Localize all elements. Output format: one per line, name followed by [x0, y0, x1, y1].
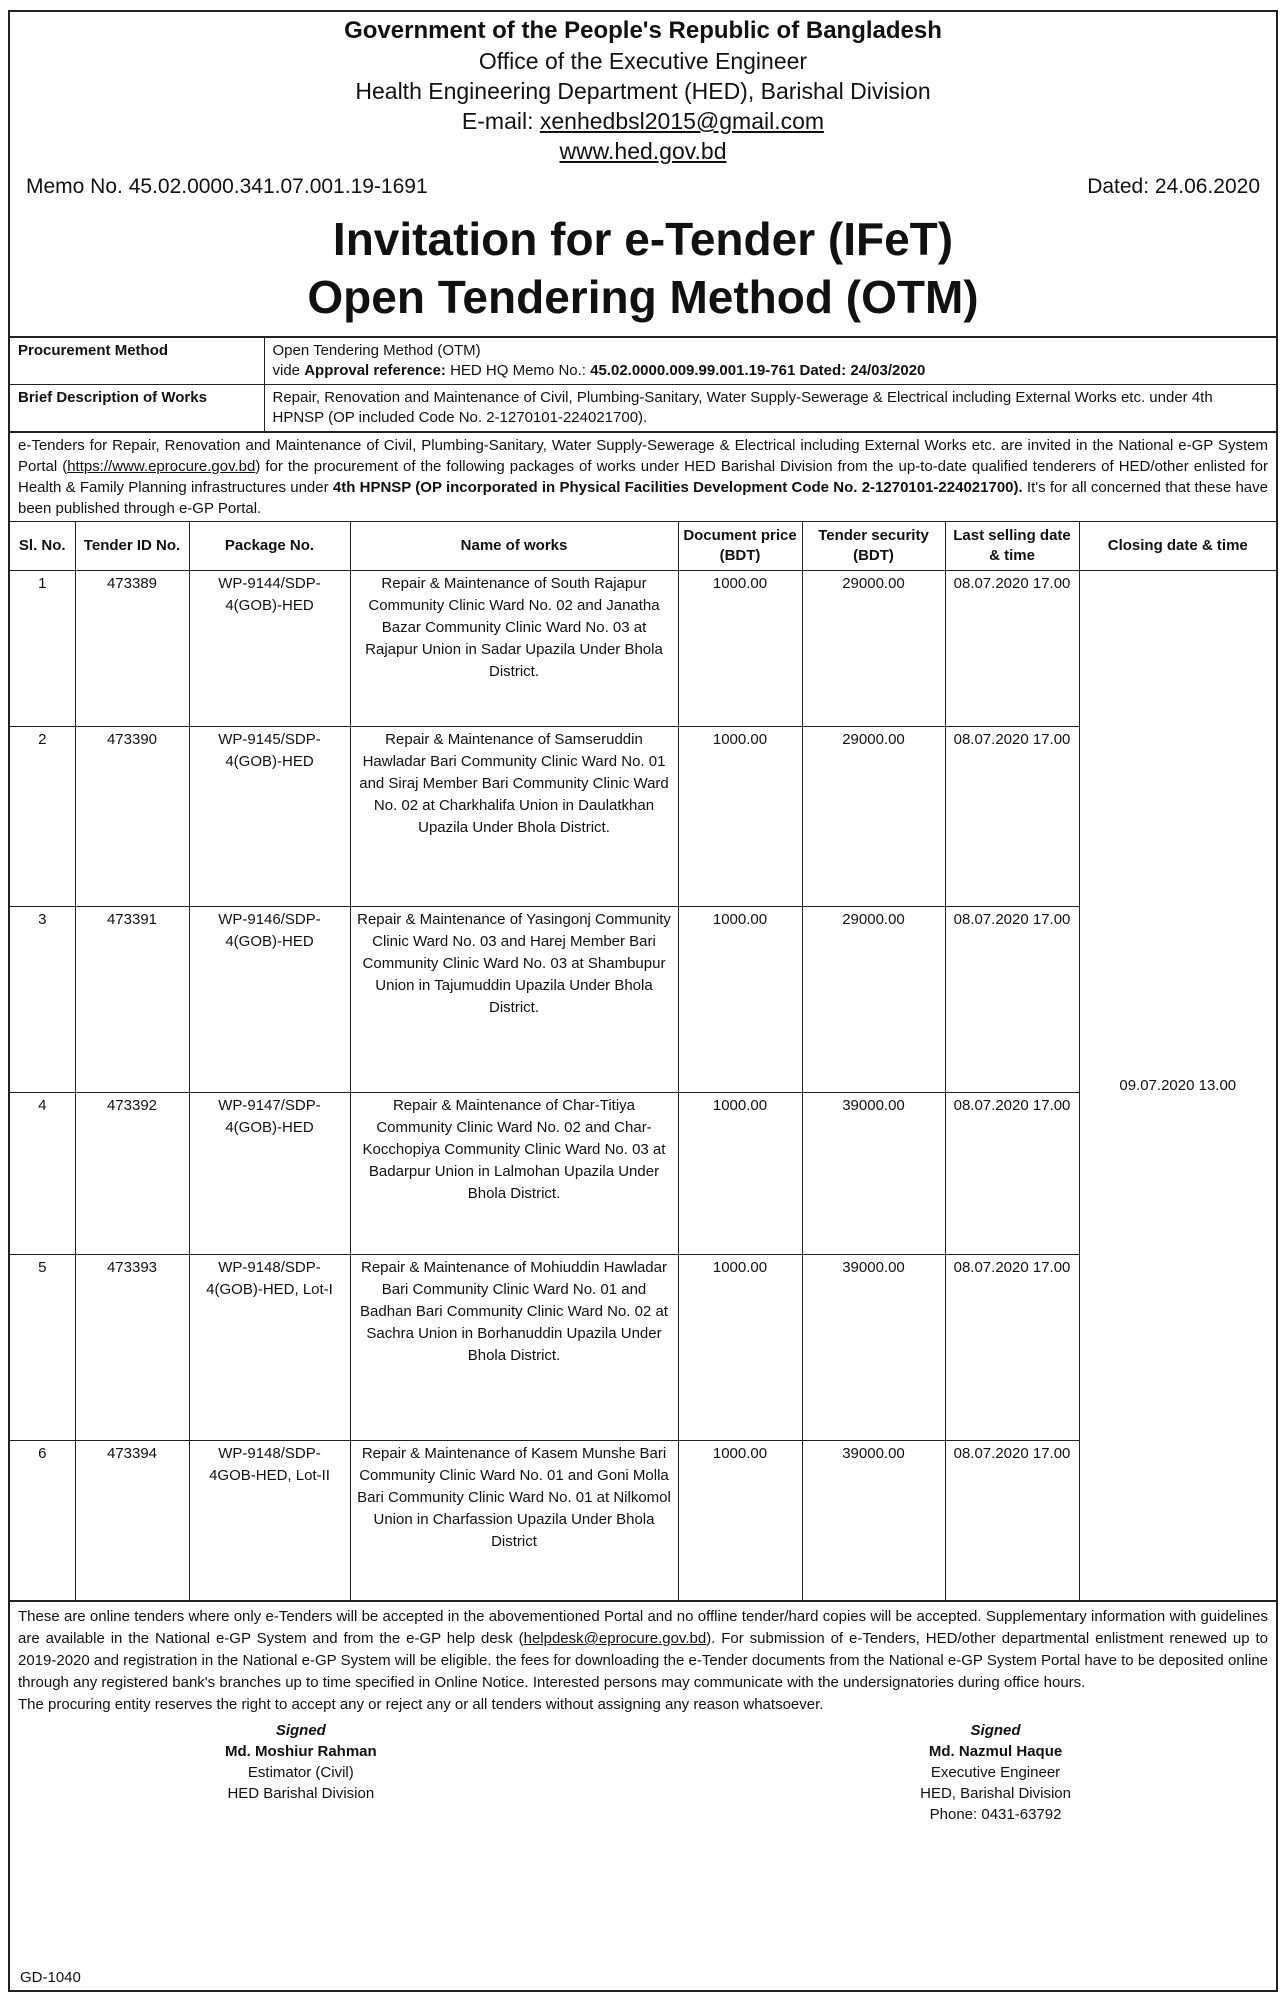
signatory-office-left: HED Barishal Division — [227, 1785, 375, 1802]
approval-reference — [273, 361, 1269, 381]
header-tender-id: Tender ID No. — [75, 522, 189, 571]
terms-paragraph — [10, 1601, 1276, 1716]
title-line-1: Invitation for e-Tender (IFeT) — [332, 213, 954, 265]
cell-last-selling: 08.07.2020 17.00 — [945, 727, 1079, 907]
signatory-office-right: HED, Barishal Division — [920, 1785, 1071, 1802]
signatory-phone-right: Phone: 0431-63792 — [929, 1806, 1062, 1823]
cell-tender-id: 473392 — [75, 1093, 189, 1255]
signatory-title-right: Executive Engineer — [930, 1764, 1061, 1781]
cell-document-price: 1000.00 — [678, 907, 802, 1093]
signature-row — [10, 1716, 1276, 1825]
intro-text-1: e-Tenders for Repair, Renovation and Maintenance of Civil, Plumbing-Sanitary, Water Supply-Sewerage & Electrical including External Works etc. are invited in the National e-GP System Portal ( — [18, 437, 1268, 475]
cell-sl: 2 — [10, 727, 75, 907]
cell-name-of-works: Repair & Maintenance of Mohiuddin Hawladar Bari Community Clinic Ward No. 01 and Badhan Bari Community Clinic Ward No. 02 at Sachra Union in Borhanuddin Upazila Under Bhola District. — [350, 1255, 678, 1441]
cell-last-selling: 08.07.2020 17.00 — [945, 571, 1079, 727]
cell-name-of-works: Repair & Maintenance of Yasingonj Community Clinic Ward No. 03 and Harej Member Bari Community Clinic Ward No. 03 at Shambupur Union in Tajumuddin Upazila Under Bhola District. — [350, 907, 678, 1093]
header-sl: Sl. No. — [10, 522, 75, 571]
gd-number: GD-1040 — [20, 1969, 81, 1986]
cell-last-selling: 08.07.2020 17.00 — [945, 1255, 1079, 1441]
letterhead — [10, 12, 1276, 166]
cell-last-selling: 08.07.2020 17.00 — [945, 1093, 1079, 1255]
cell-document-price: 1000.00 — [678, 727, 802, 907]
helpdesk-email-link[interactable]: helpdesk@eprocure.gov.bd — [523, 1630, 707, 1647]
vide-text: vide — [272, 362, 301, 379]
cell-package: WP-9148/SDP-4GOB-HED, Lot-II — [189, 1441, 350, 1601]
website-link[interactable]: www.hed.gov.bd — [559, 138, 727, 164]
cell-document-price: 1000.00 — [678, 1441, 802, 1601]
cell-tender-security: 29000.00 — [802, 727, 945, 907]
cell-tender-security: 39000.00 — [802, 1093, 945, 1255]
header-package: Package No. — [189, 522, 350, 571]
cell-tender-id: 473390 — [75, 727, 189, 907]
cell-document-price: 1000.00 — [678, 571, 802, 727]
signature-left — [225, 1720, 377, 1825]
header-name-of-works: Name of works — [350, 522, 678, 571]
header-closing: Closing date & time — [1079, 522, 1276, 571]
website-line — [10, 136, 1276, 166]
cell-name-of-works: Repair & Maintenance of Samseruddin Hawladar Bari Community Clinic Ward No. 01 and Siraj Member Bari Community Clinic Ward No. 02 at Charkhalifa Union in Daulatkhan Upazila Under Bhola District. — [350, 727, 678, 907]
cell-tender-id: 473389 — [75, 571, 189, 727]
department-name: Health Engineering Department (HED), Barishal Division — [355, 78, 931, 104]
info-table — [10, 336, 1276, 432]
cell-name-of-works: Repair & Maintenance of Char-Titiya Community Clinic Ward No. 02 and Char-Kocchopiya Community Clinic Ward No. 03 at Badarpur Union in Lalmohan Upazila Under Bhola District. — [350, 1093, 678, 1255]
cell-tender-id: 473393 — [75, 1255, 189, 1441]
cell-package: WP-9148/SDP-4(GOB)-HED, Lot-I — [189, 1255, 350, 1441]
cell-sl: 3 — [10, 907, 75, 1093]
cell-tender-security: 29000.00 — [802, 571, 945, 727]
cell-package: WP-9145/SDP-4(GOB)-HED — [189, 727, 350, 907]
signature-right — [920, 1720, 1071, 1825]
cell-package: WP-9144/SDP-4(GOB)-HED — [189, 571, 350, 727]
cell-sl: 5 — [10, 1255, 75, 1441]
memo-row — [10, 166, 1276, 200]
cell-tender-id: 473394 — [75, 1441, 189, 1601]
table-row — [10, 571, 1276, 727]
procurement-method-name: Open Tendering Method (OTM) — [272, 342, 481, 359]
cell-tender-security: 29000.00 — [802, 907, 945, 1093]
office-name: Office of the Executive Engineer — [478, 48, 808, 74]
cell-name-of-works: Repair & Maintenance of South Rajapur Community Clinic Ward No. 02 and Janatha Bazar Community Clinic Ward No. 03 at Rajapur Union in Sadar Upazila Under Bhola District. — [350, 571, 678, 727]
memo-number: Memo No. 45.02.0000.341.07.001.19-1691 — [26, 175, 428, 198]
cell-name-of-works: Repair & Maintenance of Kasem Munshe Bari Community Clinic Ward No. 01 and Goni Molla Bari Community Clinic Ward No. 01 at Nilkomol Union in Charfassion Upazila Under Bhola District — [350, 1441, 678, 1601]
email-link[interactable]: xenhedbsl2015@gmail.com — [539, 108, 825, 134]
notice-frame — [8, 10, 1278, 1992]
cell-last-selling: 08.07.2020 17.00 — [945, 1441, 1079, 1601]
brief-description-row — [10, 385, 1276, 432]
hq-memo-label: HED HQ Memo No.: — [450, 362, 586, 379]
reserve-rights-text: The procuring entity reserves the right to accept any or reject any or all tenders without assigning any reason whatsoever. — [18, 1696, 824, 1713]
cell-tender-id: 473391 — [75, 907, 189, 1093]
hq-memo-number: 45.02.0000.009.99.001.19-761 Dated: 24/03/2020 — [590, 362, 926, 379]
header-document-price: Document price (BDT) — [678, 522, 802, 571]
tender-table-header — [10, 522, 1276, 571]
eprocure-link[interactable]: https://www.eprocure.gov.bd — [67, 458, 256, 475]
approval-label: Approval reference: — [304, 362, 446, 379]
cell-sl: 1 — [10, 571, 75, 727]
cell-document-price: 1000.00 — [678, 1255, 802, 1441]
signed-label-left: Signed — [275, 1722, 326, 1739]
procurement-method-row — [10, 337, 1276, 385]
memo-date: Dated: 24.06.2020 — [1087, 175, 1260, 198]
signatory-title-left: Estimator (Civil) — [247, 1764, 354, 1781]
terms-text-1: These are online tenders where only e-Tenders will be accepted in the abovementioned Portal and no offline tender/hard copies will be accepted. Supplementary information with guidelines are available in the National e-GP System and from the e-GP help desk ( — [18, 1608, 1268, 1647]
cell-tender-security: 39000.00 — [802, 1255, 945, 1441]
intro-paragraph — [10, 432, 1276, 521]
cell-sl: 4 — [10, 1093, 75, 1255]
terms-text-2: ). For submission of e-Tenders, HED/other departmental enlistment renewed up to 2019-2020 and registration in the National e-GP System will be eligible. the fees for downloading the e-Tender documents from the National e-GP System Portal have to be deposited online through any registered bank's branches up to time specified in Online Notice. Interested persons may communicate with the undersignatories during office hours. — [18, 1630, 1268, 1691]
brief-description-label: Brief Description of Works — [10, 385, 264, 432]
header-last-selling: Last selling date & time — [945, 522, 1079, 571]
cell-last-selling: 08.07.2020 17.00 — [945, 907, 1079, 1093]
email-line — [10, 106, 1276, 136]
signed-label-right: Signed — [970, 1722, 1021, 1739]
intro-bold-text: 4th HPNSP (OP incorporated in Physical Facilities Development Code No. 2-1270101-224021700). — [332, 479, 1023, 496]
cell-sl: 6 — [10, 1441, 75, 1601]
procurement-method-label: Procurement Method — [10, 337, 264, 385]
signatory-name-right: Md. Nazmul Haque — [928, 1743, 1063, 1760]
procurement-method-value — [264, 337, 1276, 385]
government-name: Government of the People's Republic of Bangladesh — [344, 17, 942, 44]
intro-text-3: It's for all concerned that these have been published through e-GP Portal. — [18, 479, 1268, 517]
cell-package: WP-9147/SDP-4(GOB)-HED — [189, 1093, 350, 1255]
brief-description-value: Repair, Renovation and Maintenance of Civil, Plumbing-Sanitary, Water Supply-Sewerage & Electrical including External Works etc. under 4th HPNSP (OP included Code No. 2-1270101-224021700). — [264, 385, 1276, 432]
tender-table — [10, 521, 1276, 1601]
cell-closing: 09.07.2020 13.00 — [1079, 571, 1276, 1601]
cell-package: WP-9146/SDP-4(GOB)-HED — [189, 907, 350, 1093]
title-line-2: Open Tendering Method (OTM) — [307, 271, 979, 323]
signatory-name-left: Md. Moshiur Rahman — [225, 1743, 377, 1760]
intro-text-2: ) for the procurement of the following packages of works under HED Barishal Division from the up-to-date qualified tenderers of HED/other enlisted for Health & Family Planning infrastructures under — [18, 458, 1268, 496]
cell-document-price: 1000.00 — [678, 1093, 802, 1255]
cell-tender-security: 39000.00 — [802, 1441, 945, 1601]
header-tender-security: Tender security (BDT) — [802, 522, 945, 571]
email-label: E-mail: — [461, 108, 534, 134]
